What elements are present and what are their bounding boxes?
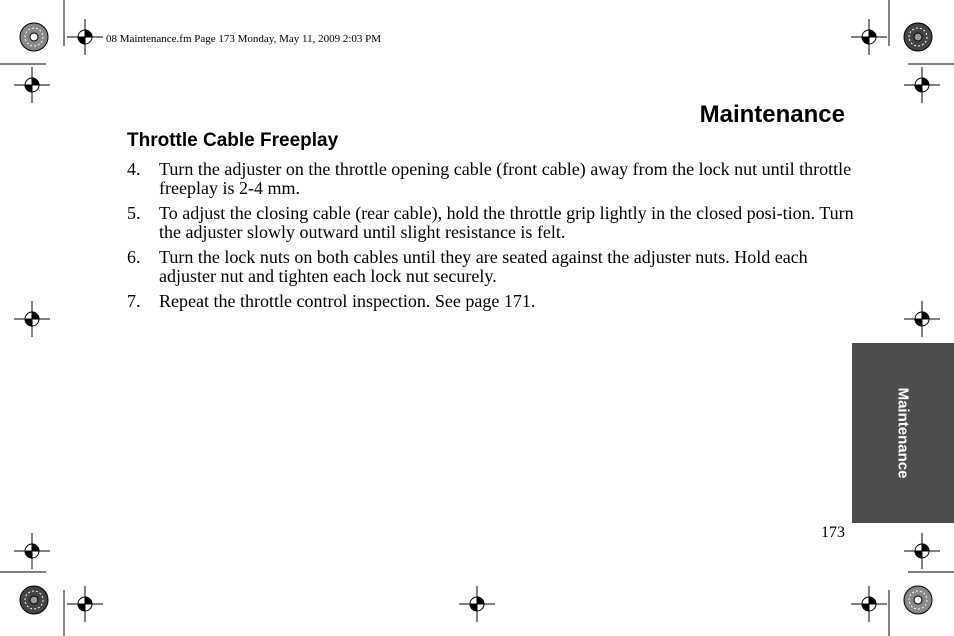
- step-text: To adjust the closing cable (rear cable), hold the throttle grip lightly in the closed posi-tion. Turn the adjuster slowly outward until slight resistance is felt.: [159, 203, 854, 242]
- registration-mark-icon: [459, 586, 495, 622]
- step-number: 5.: [127, 203, 141, 223]
- step-number: 6.: [127, 247, 141, 267]
- list-item: [127, 204, 857, 242]
- step-text: Turn the adjuster on the throttle opening cable (front cable) away from the lock nut until throttle freeplay is 2-4 mm.: [159, 159, 852, 198]
- section-side-tab: [852, 343, 954, 523]
- registration-mark-icon: [851, 19, 887, 55]
- file-header-line: 08 Maintenance.fm Page 173 Monday, May 11, 2009 2:03 PM: [106, 33, 382, 45]
- registration-mark-icon: [14, 301, 50, 337]
- list-item: [127, 248, 857, 286]
- procedure-steps: [127, 160, 857, 317]
- step-text: Turn the lock nuts on both cables until they are seated against the adjuster nuts. Hold each adjuster nut and tighten each lock nut securely.: [159, 247, 808, 286]
- section-heading: Throttle Cable Freeplay: [127, 130, 339, 151]
- registration-mark-icon: [67, 586, 103, 622]
- registration-mark-icon: [904, 533, 940, 569]
- step-number: 7.: [127, 291, 141, 311]
- page-title: Maintenance: [699, 101, 845, 128]
- list-item: [127, 292, 857, 311]
- step-text: Repeat the throttle control inspection. See page 171.: [159, 291, 536, 311]
- side-tab-label: Maintenance: [894, 387, 912, 479]
- color-calibration-icon: [904, 23, 932, 51]
- registration-mark-icon: [904, 67, 940, 103]
- registration-mark-icon: [904, 301, 940, 337]
- color-calibration-icon: [20, 23, 48, 51]
- registration-mark-icon: [851, 586, 887, 622]
- page-number: 173: [821, 524, 845, 541]
- list-item: [127, 160, 857, 198]
- registration-mark-icon: [14, 533, 50, 569]
- registration-mark-icon: [14, 67, 50, 103]
- step-number: 4.: [127, 159, 141, 179]
- registration-mark-icon: [67, 19, 103, 55]
- color-calibration-icon: [20, 586, 48, 614]
- color-calibration-icon: [904, 586, 932, 614]
